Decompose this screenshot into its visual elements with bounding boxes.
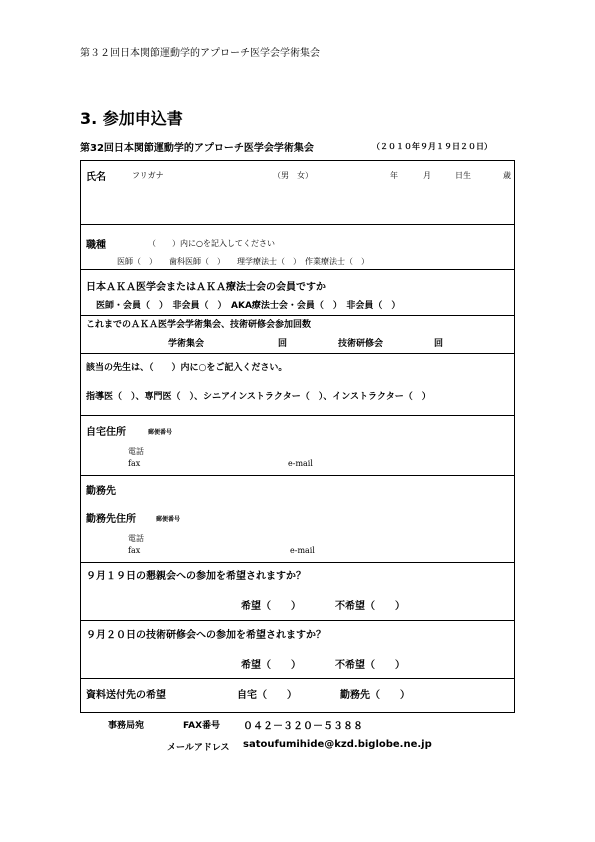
contact-email[interactable]: satoufumihide@kzd.biglobe.ne.jp: [243, 739, 432, 750]
section-title: 3. 参加申込書: [80, 109, 183, 128]
qualification-instruction: 該当の先生は、（ ）内に○をご記入ください。: [86, 363, 288, 373]
row-divider: [80, 269, 515, 270]
row-divider: [80, 562, 515, 563]
age-label: 歳: [503, 171, 511, 180]
congress-times[interactable]: 回: [278, 339, 288, 349]
row-divider: [80, 415, 515, 416]
mailing-work-option[interactable]: 勤務先（ ）: [340, 690, 410, 701]
mailing-home-option[interactable]: 自宅（ ）: [237, 690, 297, 701]
birth-month-label: 月: [423, 171, 431, 180]
party-question: ９月１９日の懇親会への参加を希望されますか？: [86, 571, 306, 582]
workplace-label: 勤務先: [86, 486, 116, 497]
party-no-option[interactable]: 不希望（ ）: [335, 601, 405, 612]
membership-options[interactable]: 医師・会員（ ） 非会員（ ） AKA療法士会・会員（ ） 非会員（ ）: [96, 301, 401, 311]
work-phone-label: 電話: [128, 534, 144, 543]
home-phone-label: 電話: [128, 447, 144, 456]
row-divider: [80, 353, 515, 354]
party-yes-option[interactable]: 希望（ ）: [241, 601, 301, 612]
seminar-label: 技術研修会: [338, 339, 384, 349]
office-label: 事務局宛: [108, 721, 145, 731]
email-label: メールアドレス: [167, 743, 230, 753]
birth-year-label: 年: [390, 171, 398, 180]
birth-day-label: 日生: [455, 171, 471, 180]
home-email-label: e-mail: [288, 459, 313, 468]
event-date: （２０１０年９月１９日２０日）: [372, 142, 492, 151]
row-divider: [80, 224, 515, 225]
fax-number: ０４２－３２０－５３８８: [243, 721, 363, 732]
row-divider: [80, 315, 515, 316]
occupation-options[interactable]: 医師（ ） 歯科医師（ ） 理学療法士（ ） 作業療法士（ ）: [117, 257, 369, 266]
row-divider: [80, 475, 515, 476]
seminar-no-option[interactable]: 不希望（ ）: [335, 660, 405, 671]
row-divider: [80, 678, 515, 679]
occupation-instruction: （ ）内に○を記入してください: [148, 239, 275, 248]
work-email-label: e-mail: [290, 546, 315, 555]
fax-label: FAX番号: [183, 721, 221, 731]
mailing-label: 資料送付先の希望: [86, 690, 166, 701]
congress-label: 学術集会: [168, 339, 205, 349]
seminar-yes-option[interactable]: 希望（ ）: [241, 660, 301, 671]
name-label: 氏名: [86, 172, 106, 183]
page-header: 第３２回日本関節運動学的アプローチ医学会学術集会: [80, 48, 320, 59]
membership-question: 日本ＡＫＡ医学会またはＡＫＡ療法士会の会員ですか: [86, 282, 326, 293]
attendance-question: これまでのＡＫＡ医学会学術集会、技術研修会参加回数: [86, 320, 312, 330]
work-postal-label: 郵便番号: [156, 516, 181, 523]
work-address-label: 勤務先住所: [86, 514, 136, 525]
row-divider: [80, 620, 515, 621]
furigana-field[interactable]: フリガナ: [132, 171, 164, 180]
form-subtitle: 第32回日本関節運動学的アプローチ医学会学術集会: [80, 143, 314, 154]
qualification-options[interactable]: 指導医（ ）、専門医（ ）、シニアインストラクター（ ）、インストラクター（ ）: [86, 392, 431, 402]
seminar-times[interactable]: 回: [434, 339, 444, 349]
home-address-label: 自宅住所: [86, 427, 126, 438]
gender-field[interactable]: （男 女）: [273, 171, 313, 180]
seminar-question: ９月２０日の技術研修会への参加を希望されますか？: [86, 630, 326, 641]
home-fax-label: fax: [128, 459, 141, 468]
home-postal-label: 郵便番号: [148, 429, 173, 436]
work-fax-label: fax: [128, 546, 141, 555]
occupation-label: 職種: [86, 240, 106, 251]
